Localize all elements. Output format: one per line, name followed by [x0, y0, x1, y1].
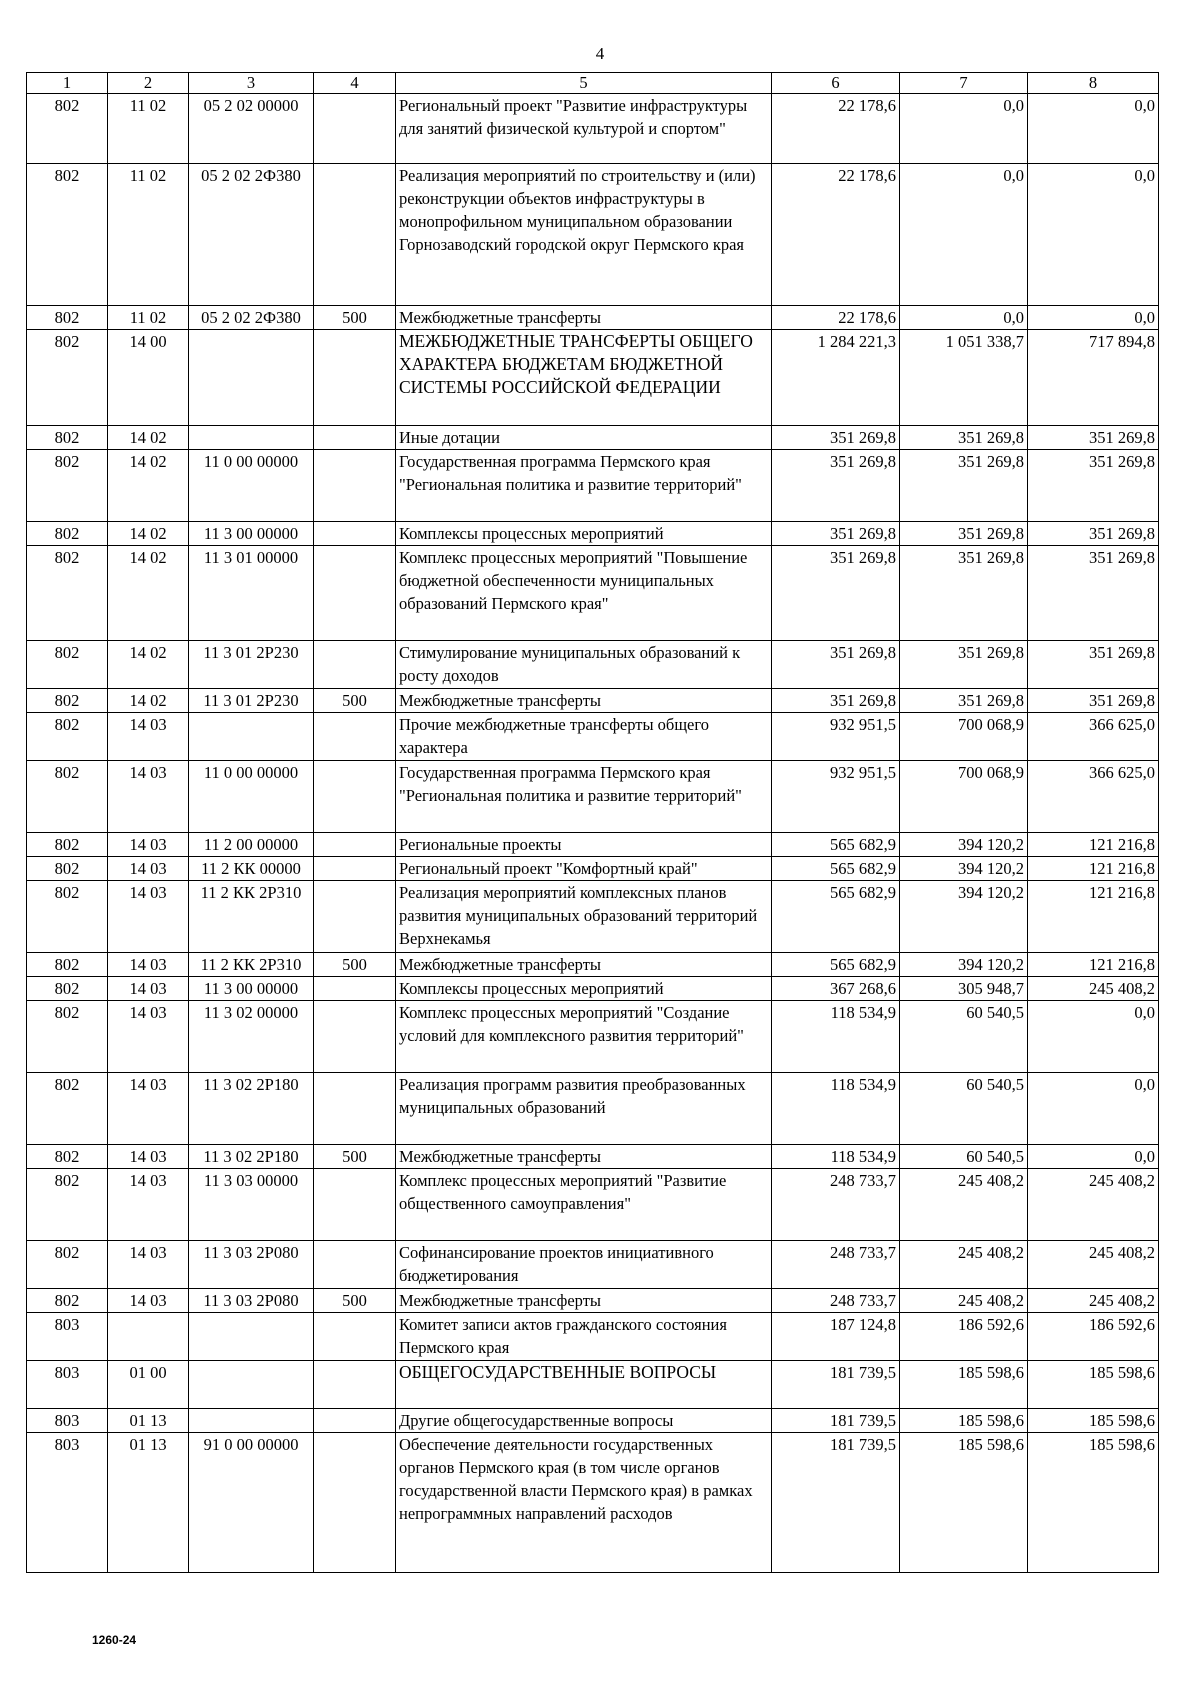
cell-target-code: 11 2 КК 2Р310	[189, 881, 314, 953]
cell-expense-type	[314, 977, 396, 1001]
table-row	[27, 1073, 1159, 1145]
col-header-3: 3	[189, 73, 314, 94]
cell-section-code: 14 03	[108, 857, 189, 881]
cell-section-code: 11 02	[108, 306, 189, 330]
cell-amount-2026: 185 598,6	[1028, 1361, 1159, 1409]
table-row	[27, 833, 1159, 857]
document-code: 1260-24	[92, 1633, 137, 1647]
table-row	[27, 689, 1159, 713]
cell-amount-2025: 60 540,5	[900, 1073, 1028, 1145]
cell-target-code: 11 3 02 00000	[189, 1001, 314, 1073]
cell-section-code: 01 13	[108, 1409, 189, 1433]
cell-expense-type	[314, 1073, 396, 1145]
table-row	[27, 1409, 1159, 1433]
cell-ministry-code: 802	[27, 330, 108, 426]
cell-amount-2024: 351 269,8	[772, 426, 900, 450]
cell-ministry-code: 802	[27, 1073, 108, 1145]
cell-ministry-code: 802	[27, 426, 108, 450]
cell-amount-2024: 181 739,5	[772, 1409, 900, 1433]
cell-amount-2025: 0,0	[900, 94, 1028, 164]
cell-section-code: 14 02	[108, 641, 189, 689]
cell-target-code: 11 2 00 00000	[189, 833, 314, 857]
cell-amount-2025: 245 408,2	[900, 1289, 1028, 1313]
cell-section-code: 14 03	[108, 1289, 189, 1313]
cell-ministry-code: 803	[27, 1409, 108, 1433]
budget-table	[26, 72, 1159, 1573]
cell-description: Государственная программа Пермского края "Региональная политика и развитие территорий"	[396, 450, 772, 522]
cell-amount-2024: 181 739,5	[772, 1433, 900, 1573]
cell-section-code: 14 02	[108, 689, 189, 713]
table-row	[27, 1169, 1159, 1241]
table-row	[27, 1361, 1159, 1409]
cell-ministry-code: 802	[27, 450, 108, 522]
cell-description: Региональные проекты	[396, 833, 772, 857]
cell-target-code: 05 2 02 00000	[189, 94, 314, 164]
cell-amount-2025: 394 120,2	[900, 857, 1028, 881]
cell-section-code: 14 03	[108, 1241, 189, 1289]
cell-amount-2026: 245 408,2	[1028, 1289, 1159, 1313]
cell-target-code: 11 3 01 00000	[189, 546, 314, 641]
cell-expense-type: 500	[314, 1145, 396, 1169]
cell-ministry-code: 802	[27, 833, 108, 857]
table-row	[27, 306, 1159, 330]
cell-amount-2026: 351 269,8	[1028, 546, 1159, 641]
cell-target-code: 11 3 01 2Р230	[189, 641, 314, 689]
table-row	[27, 1433, 1159, 1573]
cell-description: Реализация программ развития преобразованных муниципальных образований	[396, 1073, 772, 1145]
cell-amount-2024: 118 534,9	[772, 1001, 900, 1073]
cell-description: Межбюджетные трансферты	[396, 306, 772, 330]
cell-target-code: 11 3 00 00000	[189, 977, 314, 1001]
cell-amount-2024: 351 269,8	[772, 689, 900, 713]
table-row	[27, 857, 1159, 881]
cell-amount-2025: 186 592,6	[900, 1313, 1028, 1361]
cell-section-code: 14 03	[108, 881, 189, 953]
cell-ministry-code: 802	[27, 164, 108, 306]
cell-target-code: 05 2 02 2Ф380	[189, 164, 314, 306]
cell-amount-2026: 245 408,2	[1028, 1241, 1159, 1289]
cell-amount-2026: 0,0	[1028, 1001, 1159, 1073]
cell-amount-2026: 351 269,8	[1028, 689, 1159, 713]
cell-amount-2025: 351 269,8	[900, 641, 1028, 689]
cell-expense-type	[314, 641, 396, 689]
cell-ministry-code: 802	[27, 546, 108, 641]
cell-section-code: 14 02	[108, 522, 189, 546]
cell-expense-type	[314, 330, 396, 426]
cell-expense-type	[314, 833, 396, 857]
cell-amount-2024: 118 534,9	[772, 1073, 900, 1145]
table-row	[27, 1313, 1159, 1361]
cell-amount-2026: 351 269,8	[1028, 522, 1159, 546]
cell-ministry-code: 802	[27, 881, 108, 953]
cell-amount-2025: 245 408,2	[900, 1241, 1028, 1289]
cell-amount-2024: 1 284 221,3	[772, 330, 900, 426]
header-row	[27, 73, 1159, 94]
cell-amount-2026: 717 894,8	[1028, 330, 1159, 426]
cell-description: Региональный проект "Комфортный край"	[396, 857, 772, 881]
cell-amount-2024: 367 268,6	[772, 977, 900, 1001]
cell-amount-2026: 351 269,8	[1028, 641, 1159, 689]
cell-amount-2026: 351 269,8	[1028, 450, 1159, 522]
col-header-8: 8	[1028, 73, 1159, 94]
cell-ministry-code: 802	[27, 94, 108, 164]
cell-amount-2024: 565 682,9	[772, 857, 900, 881]
cell-expense-type	[314, 1241, 396, 1289]
cell-amount-2024: 181 739,5	[772, 1361, 900, 1409]
cell-amount-2024: 22 178,6	[772, 94, 900, 164]
cell-description: Комплексы процессных мероприятий	[396, 977, 772, 1001]
cell-amount-2026: 245 408,2	[1028, 977, 1159, 1001]
table-row	[27, 881, 1159, 953]
cell-amount-2026: 121 216,8	[1028, 881, 1159, 953]
cell-amount-2026: 366 625,0	[1028, 761, 1159, 833]
cell-amount-2026: 0,0	[1028, 1073, 1159, 1145]
cell-section-code: 14 03	[108, 713, 189, 761]
cell-description: Реализация мероприятий комплексных планов развития муниципальных образований территорий Верхнекамья	[396, 881, 772, 953]
cell-expense-type	[314, 164, 396, 306]
cell-amount-2024: 187 124,8	[772, 1313, 900, 1361]
cell-amount-2024: 565 682,9	[772, 833, 900, 857]
cell-target-code: 11 3 02 2Р180	[189, 1073, 314, 1145]
cell-target-code: 05 2 02 2Ф380	[189, 306, 314, 330]
cell-section-code: 14 00	[108, 330, 189, 426]
cell-amount-2024: 248 733,7	[772, 1289, 900, 1313]
cell-ministry-code: 802	[27, 641, 108, 689]
cell-amount-2026: 121 216,8	[1028, 953, 1159, 977]
table-row	[27, 1001, 1159, 1073]
cell-ministry-code: 802	[27, 306, 108, 330]
cell-amount-2024: 932 951,5	[772, 761, 900, 833]
cell-section-code: 11 02	[108, 94, 189, 164]
col-header-2: 2	[108, 73, 189, 94]
table-row	[27, 330, 1159, 426]
cell-target-code: 11 3 03 2Р080	[189, 1241, 314, 1289]
cell-expense-type	[314, 522, 396, 546]
cell-ministry-code: 802	[27, 977, 108, 1001]
table-row	[27, 713, 1159, 761]
cell-ministry-code: 802	[27, 761, 108, 833]
cell-section-code: 01 00	[108, 1361, 189, 1409]
cell-amount-2025: 1 051 338,7	[900, 330, 1028, 426]
cell-description: Комплекс процессных мероприятий "Развитие общественного самоуправления"	[396, 1169, 772, 1241]
cell-ministry-code: 802	[27, 953, 108, 977]
cell-target-code	[189, 426, 314, 450]
cell-amount-2024: 22 178,6	[772, 306, 900, 330]
cell-expense-type: 500	[314, 306, 396, 330]
cell-description: Комплексы процессных мероприятий	[396, 522, 772, 546]
cell-ministry-code: 802	[27, 1241, 108, 1289]
cell-description: Софинансирование проектов инициативного бюджетирования	[396, 1241, 772, 1289]
cell-amount-2026: 185 598,6	[1028, 1409, 1159, 1433]
cell-expense-type	[314, 1313, 396, 1361]
cell-description: Межбюджетные трансферты	[396, 689, 772, 713]
cell-description: Региональный проект "Развитие инфраструктуры для занятий физической культурой и спортом"	[396, 94, 772, 164]
cell-target-code: 11 3 01 2Р230	[189, 689, 314, 713]
cell-description: Государственная программа Пермского края "Региональная политика и развитие территорий"	[396, 761, 772, 833]
cell-target-code	[189, 713, 314, 761]
cell-amount-2026: 185 598,6	[1028, 1433, 1159, 1573]
table-row	[27, 1241, 1159, 1289]
cell-section-code: 14 03	[108, 1073, 189, 1145]
cell-description: Межбюджетные трансферты	[396, 1289, 772, 1313]
cell-amount-2025: 185 598,6	[900, 1361, 1028, 1409]
cell-amount-2026: 351 269,8	[1028, 426, 1159, 450]
cell-expense-type	[314, 94, 396, 164]
cell-section-code: 01 13	[108, 1433, 189, 1573]
col-header-7: 7	[900, 73, 1028, 94]
table-row	[27, 450, 1159, 522]
col-header-6: 6	[772, 73, 900, 94]
table-row	[27, 522, 1159, 546]
cell-amount-2026: 0,0	[1028, 94, 1159, 164]
cell-amount-2025: 245 408,2	[900, 1169, 1028, 1241]
cell-amount-2025: 394 120,2	[900, 833, 1028, 857]
cell-target-code: 11 2 КК 2Р310	[189, 953, 314, 977]
cell-amount-2026: 0,0	[1028, 164, 1159, 306]
cell-amount-2025: 394 120,2	[900, 953, 1028, 977]
cell-description: Реализация мероприятий по строительству и (или) реконструкции объектов инфраструктуры в монопрофильном муниципальном образовании Горнозаводский городской округ Пермского края	[396, 164, 772, 306]
table-row	[27, 426, 1159, 450]
cell-target-code: 11 0 00 00000	[189, 450, 314, 522]
cell-expense-type	[314, 1433, 396, 1573]
cell-amount-2025: 305 948,7	[900, 977, 1028, 1001]
table-row	[27, 641, 1159, 689]
table-row	[27, 94, 1159, 164]
cell-ministry-code: 802	[27, 522, 108, 546]
cell-amount-2025: 60 540,5	[900, 1001, 1028, 1073]
cell-amount-2025: 394 120,2	[900, 881, 1028, 953]
cell-ministry-code: 803	[27, 1361, 108, 1409]
cell-section-code: 14 03	[108, 1169, 189, 1241]
cell-amount-2025: 0,0	[900, 164, 1028, 306]
cell-amount-2026: 121 216,8	[1028, 857, 1159, 881]
cell-amount-2025: 60 540,5	[900, 1145, 1028, 1169]
cell-expense-type	[314, 450, 396, 522]
cell-target-code: 11 2 КК 00000	[189, 857, 314, 881]
col-header-1: 1	[27, 73, 108, 94]
cell-amount-2025: 351 269,8	[900, 450, 1028, 522]
cell-ministry-code: 802	[27, 857, 108, 881]
cell-ministry-code: 802	[27, 1169, 108, 1241]
cell-target-code: 91 0 00 00000	[189, 1433, 314, 1573]
cell-ministry-code: 802	[27, 1145, 108, 1169]
cell-expense-type	[314, 1361, 396, 1409]
cell-expense-type	[314, 546, 396, 641]
cell-amount-2024: 248 733,7	[772, 1169, 900, 1241]
table-row	[27, 546, 1159, 641]
cell-section-code: 14 03	[108, 761, 189, 833]
cell-description: Обеспечение деятельности государственных органов Пермского края (в том числе органов государственной власти Пермского края) в рамках непрограммных направлений расходов	[396, 1433, 772, 1573]
cell-section-code: 14 02	[108, 426, 189, 450]
cell-amount-2025: 351 269,8	[900, 522, 1028, 546]
cell-description: Прочие межбюджетные трансферты общего характера	[396, 713, 772, 761]
cell-amount-2024: 248 733,7	[772, 1241, 900, 1289]
cell-description: Комитет записи актов гражданского состояния Пермского края	[396, 1313, 772, 1361]
cell-section-code	[108, 1313, 189, 1361]
cell-ministry-code: 802	[27, 689, 108, 713]
cell-section-code: 14 03	[108, 953, 189, 977]
table-row	[27, 1289, 1159, 1313]
cell-target-code: 11 3 03 00000	[189, 1169, 314, 1241]
cell-target-code	[189, 1313, 314, 1361]
cell-amount-2026: 0,0	[1028, 306, 1159, 330]
cell-amount-2024: 22 178,6	[772, 164, 900, 306]
cell-expense-type	[314, 857, 396, 881]
cell-target-code: 11 3 03 2Р080	[189, 1289, 314, 1313]
table-row	[27, 953, 1159, 977]
cell-description: Иные дотации	[396, 426, 772, 450]
cell-expense-type	[314, 426, 396, 450]
cell-amount-2025: 700 068,9	[900, 761, 1028, 833]
cell-target-code	[189, 1409, 314, 1433]
cell-description: ОБЩЕГОСУДАРСТВЕННЫЕ ВОПРОСЫ	[396, 1361, 772, 1409]
cell-amount-2025: 185 598,6	[900, 1409, 1028, 1433]
cell-target-code	[189, 330, 314, 426]
cell-amount-2026: 186 592,6	[1028, 1313, 1159, 1361]
cell-target-code	[189, 1361, 314, 1409]
cell-target-code: 11 3 02 2Р180	[189, 1145, 314, 1169]
cell-amount-2024: 118 534,9	[772, 1145, 900, 1169]
cell-description: Стимулирование муниципальных образований к росту доходов	[396, 641, 772, 689]
table-row	[27, 977, 1159, 1001]
cell-expense-type	[314, 1001, 396, 1073]
cell-section-code: 11 02	[108, 164, 189, 306]
cell-description: Межбюджетные трансферты	[396, 953, 772, 977]
cell-amount-2025: 0,0	[900, 306, 1028, 330]
col-header-5: 5	[396, 73, 772, 94]
cell-description: МЕЖБЮДЖЕТНЫЕ ТРАНСФЕРТЫ ОБЩЕГО ХАРАКТЕРА БЮДЖЕТАМ БЮДЖЕТНОЙ СИСТЕМЫ РОССИЙСКОЙ ФЕДЕРАЦИИ	[396, 330, 772, 426]
cell-amount-2026: 0,0	[1028, 1145, 1159, 1169]
cell-section-code: 14 02	[108, 546, 189, 641]
cell-amount-2024: 351 269,8	[772, 641, 900, 689]
cell-section-code: 14 03	[108, 1001, 189, 1073]
cell-expense-type	[314, 1409, 396, 1433]
cell-ministry-code: 802	[27, 1289, 108, 1313]
cell-section-code: 14 02	[108, 450, 189, 522]
cell-amount-2024: 565 682,9	[772, 881, 900, 953]
table-row	[27, 1145, 1159, 1169]
cell-amount-2024: 351 269,8	[772, 546, 900, 641]
cell-description: Межбюджетные трансферты	[396, 1145, 772, 1169]
cell-expense-type: 500	[314, 953, 396, 977]
cell-expense-type: 500	[314, 1289, 396, 1313]
cell-description: Комплекс процессных мероприятий "Повышение бюджетной обеспеченности муниципальных образований Пермского края"	[396, 546, 772, 641]
cell-amount-2026: 366 625,0	[1028, 713, 1159, 761]
page-number: 4	[595, 44, 605, 63]
cell-target-code: 11 3 00 00000	[189, 522, 314, 546]
cell-amount-2025: 700 068,9	[900, 713, 1028, 761]
cell-amount-2024: 351 269,8	[772, 522, 900, 546]
col-header-4: 4	[314, 73, 396, 94]
cell-amount-2025: 351 269,8	[900, 689, 1028, 713]
cell-description: Комплекс процессных мероприятий "Создание условий для комплексного развития территорий"	[396, 1001, 772, 1073]
cell-amount-2024: 351 269,8	[772, 450, 900, 522]
cell-ministry-code: 803	[27, 1433, 108, 1573]
cell-amount-2026: 121 216,8	[1028, 833, 1159, 857]
cell-amount-2025: 185 598,6	[900, 1433, 1028, 1573]
cell-target-code: 11 0 00 00000	[189, 761, 314, 833]
cell-amount-2025: 351 269,8	[900, 426, 1028, 450]
table-row	[27, 761, 1159, 833]
table-row	[27, 164, 1159, 306]
cell-expense-type	[314, 761, 396, 833]
cell-ministry-code: 802	[27, 713, 108, 761]
cell-section-code: 14 03	[108, 833, 189, 857]
cell-expense-type	[314, 881, 396, 953]
cell-amount-2024: 932 951,5	[772, 713, 900, 761]
cell-expense-type	[314, 713, 396, 761]
cell-amount-2024: 565 682,9	[772, 953, 900, 977]
cell-amount-2026: 245 408,2	[1028, 1169, 1159, 1241]
cell-section-code: 14 03	[108, 1145, 189, 1169]
cell-section-code: 14 03	[108, 977, 189, 1001]
cell-ministry-code: 802	[27, 1001, 108, 1073]
cell-expense-type: 500	[314, 689, 396, 713]
cell-ministry-code: 803	[27, 1313, 108, 1361]
cell-amount-2025: 351 269,8	[900, 546, 1028, 641]
cell-description: Другие общегосударственные вопросы	[396, 1409, 772, 1433]
cell-expense-type	[314, 1169, 396, 1241]
